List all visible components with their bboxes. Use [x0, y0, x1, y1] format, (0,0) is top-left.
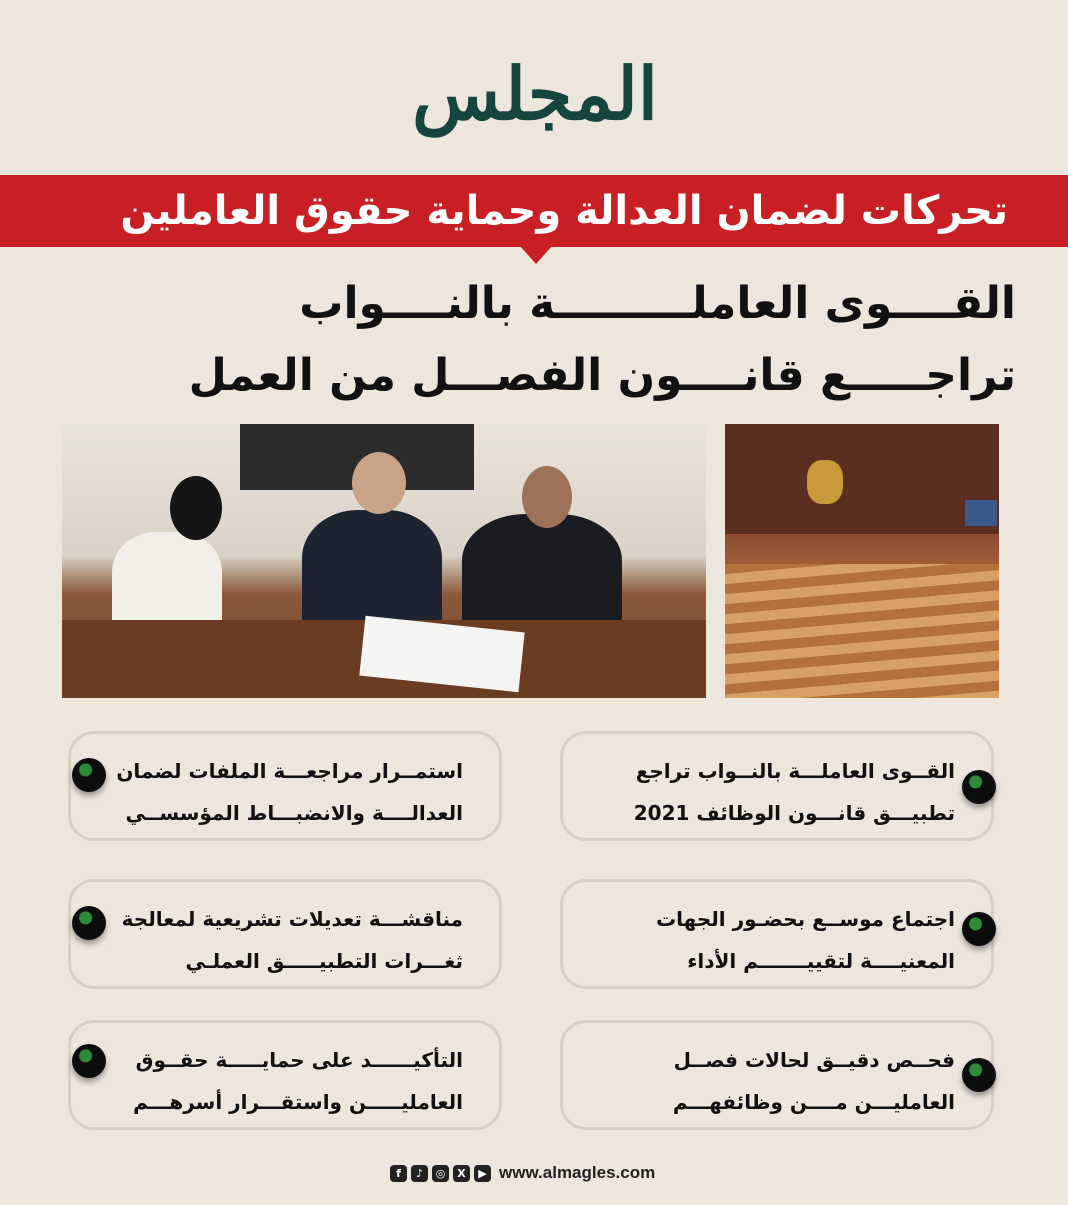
person-right-head — [522, 466, 572, 528]
hall-back-wall — [725, 424, 999, 534]
facebook-icon[interactable]: f — [390, 1165, 407, 1182]
point-card-2 — [68, 731, 502, 841]
bullet-icon — [962, 1058, 996, 1092]
headline-banner — [0, 175, 1068, 247]
headline-line-2: تراجـــــع قانــــون الفصـــل من العمل — [188, 350, 1016, 401]
person-left — [112, 532, 222, 632]
parliament-hall-photo — [725, 424, 999, 698]
youtube-icon[interactable]: ▶ — [474, 1165, 491, 1182]
point-card-1 — [560, 731, 994, 841]
point-card-6 — [68, 1020, 502, 1130]
bullet-icon — [962, 912, 996, 946]
x-icon[interactable]: X — [453, 1165, 470, 1182]
person-center-head — [352, 452, 406, 514]
point-card-text: مناقشـــة تعديلات تشريعية لمعالجة ثغـــرات التطبيـــــق العملـي — [121, 907, 463, 973]
bullet-icon — [72, 1044, 106, 1078]
person-center — [302, 510, 442, 630]
bullet-icon — [72, 758, 106, 792]
person-left-head — [170, 476, 222, 540]
bullet-icon — [72, 906, 106, 940]
point-card-text: فحــص دقيــق لحالات فصــل العامليـــن مــــن وظائفهـــم — [672, 1048, 955, 1114]
hall-seats — [725, 564, 999, 698]
footer — [390, 1160, 690, 1186]
eagle-emblem — [807, 460, 843, 504]
point-card-text: اجتماع موســع بحضـور الجهات المعنيــــة لتقييـــــــم الأداء — [656, 907, 955, 973]
point-card-3 — [560, 879, 994, 989]
instagram-icon[interactable]: ◎ — [432, 1165, 449, 1182]
logo-text: المجلس — [412, 51, 658, 136]
point-card-5 — [560, 1020, 994, 1130]
banner-notch — [520, 246, 552, 264]
point-card-4 — [68, 879, 502, 989]
point-card-text: التأكيــــــد على حمايـــــة حقــوق العامليـــــن واستقـــرار أسرهـــم — [133, 1048, 463, 1114]
point-card-text: القــوى العاملـــة بالنــواب تراجع تطبيـــق قانـــون الوظائف 2021 — [633, 759, 955, 825]
site-logo — [400, 40, 670, 150]
website-link[interactable]: www.almagles.com — [499, 1163, 656, 1182]
person-right — [462, 514, 622, 630]
headline-line-1: القــــوى العاملـــــــــة بالنــــواب — [299, 278, 1016, 329]
tiktok-icon[interactable]: ♪ — [411, 1165, 428, 1182]
hall-screen — [965, 500, 997, 526]
bullet-icon — [962, 770, 996, 804]
meeting-photo — [62, 424, 706, 698]
point-card-text: استمــرار مراجعـــة الملفات لضمان العدالــــة والانضبـــاط المؤسســي — [116, 759, 463, 825]
banner-title: تحركات لضمان العدالة وحماية حقوق العاملين — [120, 188, 1008, 234]
